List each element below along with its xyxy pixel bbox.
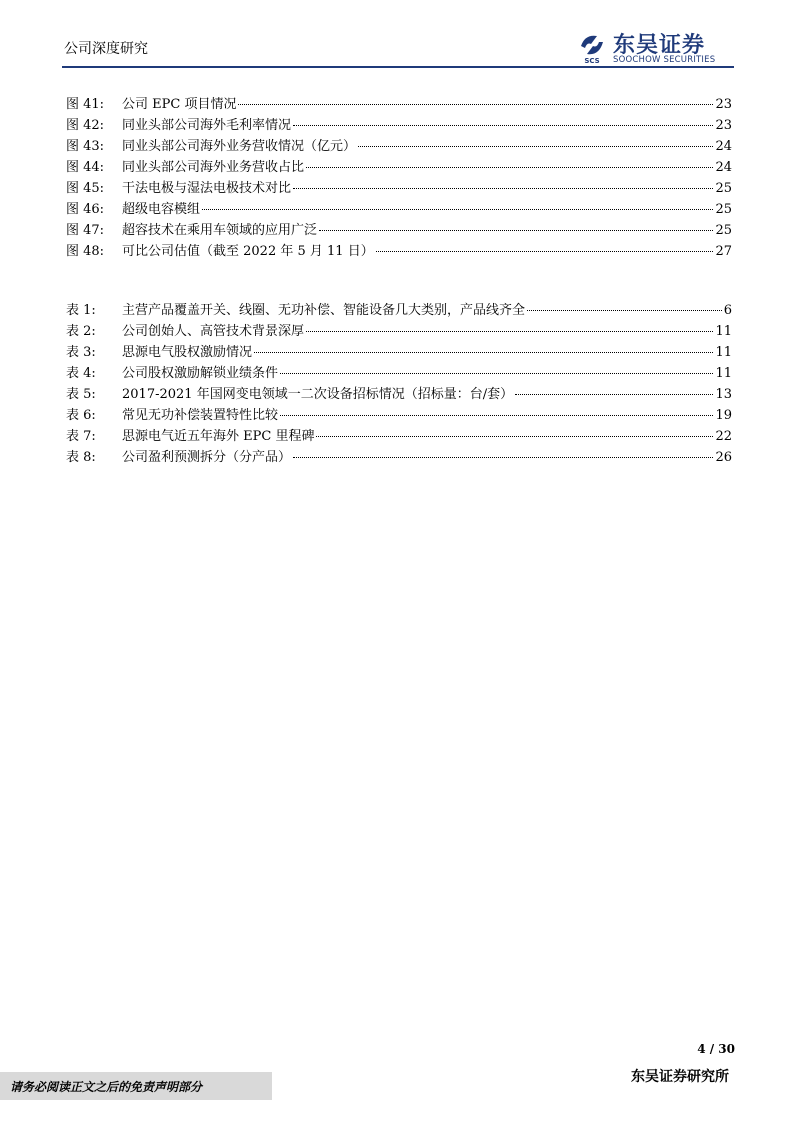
- entry-page-number: 24: [715, 139, 732, 154]
- entry-page-number: 13: [715, 387, 732, 402]
- page-number: 4 / 30: [697, 1042, 735, 1056]
- entry-page-number: 22: [715, 429, 732, 444]
- entry-page-number: 23: [715, 97, 732, 112]
- toc-entry[interactable]: [66, 241, 732, 262]
- entry-label: 表 8:: [66, 450, 96, 465]
- entry-label: 表 4:: [66, 366, 96, 381]
- entry-label: 表 1:: [66, 303, 96, 318]
- entry-page-number: 6: [723, 303, 732, 318]
- entry-label: 图 42:: [66, 118, 105, 133]
- dot-leader: [280, 415, 713, 416]
- entry-page-number: 19: [715, 408, 732, 423]
- toc-entry[interactable]: [66, 447, 732, 468]
- toc-entry[interactable]: [66, 136, 732, 157]
- entry-label: 表 7:: [66, 429, 96, 444]
- toc-entry[interactable]: [66, 157, 732, 178]
- entry-title: 超级电容模组: [122, 202, 201, 217]
- entry-label: 图 44:: [66, 160, 105, 175]
- dot-leader: [306, 331, 713, 332]
- entry-title: 可比公司估值（截至 2022 年 5 月 11 日）: [122, 244, 374, 259]
- entry-label: 表 6:: [66, 408, 96, 423]
- entry-page-number: 23: [715, 118, 732, 133]
- entry-label: 表 5:: [66, 387, 96, 402]
- entry-title: 主营产品覆盖开关、线圈、无功补偿、智能设备几大类别，产品线齐全: [122, 303, 526, 318]
- logo-english-name: SOOCHOW SECURITIES: [613, 55, 716, 65]
- toc-entry[interactable]: [66, 384, 732, 405]
- company-logo: [577, 28, 737, 68]
- entry-title: 思源电气股权激励情况: [122, 345, 253, 360]
- entry-title: 公司 EPC 项目情况: [122, 97, 237, 112]
- dot-leader: [238, 104, 713, 105]
- dot-leader: [280, 373, 713, 374]
- entry-label: 表 3:: [66, 345, 96, 360]
- dot-leader: [319, 230, 713, 231]
- entry-page-number: 11: [715, 366, 732, 381]
- entry-title: 公司股权激励解锁业绩条件: [122, 366, 279, 381]
- entry-label: 图 48:: [66, 244, 105, 259]
- entry-label: 图 41:: [66, 97, 105, 112]
- dot-leader: [527, 310, 722, 311]
- disclaimer-text: 请务必阅读正文之后的免责声明部分: [10, 1080, 203, 1094]
- dot-leader: [316, 436, 713, 437]
- entry-label: 图 43:: [66, 139, 105, 154]
- logo-mark-text: SCS: [584, 57, 600, 64]
- entry-title: 2017-2021 年国网变电领域一二次设备招标情况（招标量：台/套）: [122, 387, 514, 402]
- entry-title: 同业头部公司海外业务营收占比: [122, 160, 305, 175]
- entry-title: 同业头部公司海外毛利率情况: [122, 118, 292, 133]
- entry-label: 图 47:: [66, 223, 105, 238]
- entry-page-number: 25: [715, 202, 732, 217]
- toc-entry[interactable]: [66, 363, 732, 384]
- toc-entry[interactable]: [66, 199, 732, 220]
- entry-title: 常见无功补偿装置特性比较: [122, 408, 279, 423]
- toc-entry[interactable]: [66, 342, 732, 363]
- entry-page-number: 26: [715, 450, 732, 465]
- dot-leader: [202, 209, 713, 210]
- entry-page-number: 25: [715, 223, 732, 238]
- entry-page-number: 27: [715, 244, 732, 259]
- toc-entry[interactable]: [66, 300, 732, 321]
- logo-mark-icon: [577, 30, 607, 64]
- dot-leader: [376, 251, 714, 252]
- footer-company: 东吴证券研究所: [631, 1069, 729, 1085]
- dot-leader: [293, 457, 713, 458]
- toc-entry[interactable]: [66, 220, 732, 241]
- entry-page-number: 11: [715, 324, 732, 339]
- toc-entry[interactable]: [66, 321, 732, 342]
- toc-entry[interactable]: [66, 115, 732, 136]
- toc-entry[interactable]: [66, 178, 732, 199]
- entry-page-number: 11: [715, 345, 732, 360]
- entry-title: 思源电气近五年海外 EPC 里程碑: [122, 429, 315, 444]
- logo-chinese-name: 东吴证券: [613, 33, 706, 58]
- report-type: 公司深度研究: [64, 41, 148, 57]
- entry-title: 同业头部公司海外业务营收情况（亿元）: [122, 139, 357, 154]
- dot-leader: [306, 167, 713, 168]
- entry-title: 超容技术在乘用车领域的应用广泛: [122, 223, 318, 238]
- toc-entry[interactable]: [66, 94, 732, 115]
- entry-title: 干法电极与湿法电极技术对比: [122, 181, 292, 196]
- header-divider: [62, 66, 734, 68]
- toc-entry[interactable]: [66, 405, 732, 426]
- entry-title: 公司盈利预测拆分（分产品）: [122, 450, 292, 465]
- entry-label: 图 45:: [66, 181, 105, 196]
- disclaimer-banner: [0, 1072, 272, 1100]
- toc-entry[interactable]: [66, 426, 732, 447]
- entry-label: 图 46:: [66, 202, 105, 217]
- entry-label: 表 2:: [66, 324, 96, 339]
- dot-leader: [293, 125, 713, 126]
- dot-leader: [358, 146, 713, 147]
- dot-leader: [515, 394, 713, 395]
- entry-page-number: 25: [715, 181, 732, 196]
- entry-title: 公司创始人、高管技术背景深厚: [122, 324, 305, 339]
- entry-page-number: 24: [715, 160, 732, 175]
- dot-leader: [254, 352, 713, 353]
- dot-leader: [293, 188, 713, 189]
